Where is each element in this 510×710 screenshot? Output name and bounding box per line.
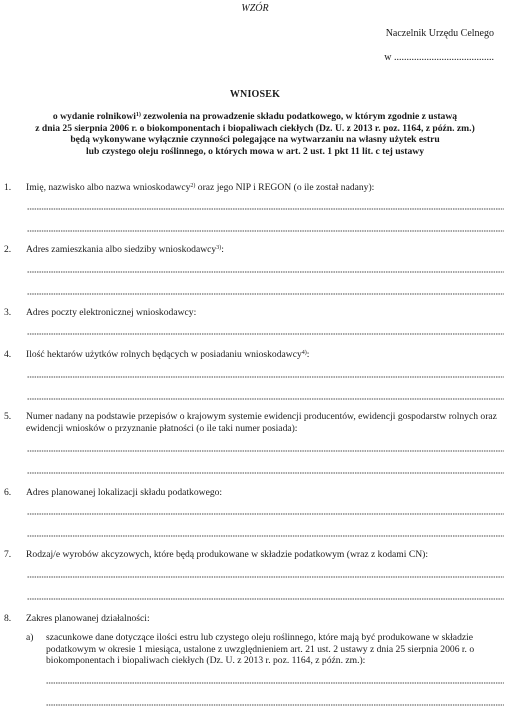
item-label-tail: oraz jego NIP i REGON (o ile został nadany): bbox=[195, 182, 375, 193]
address-prefix: w bbox=[384, 52, 392, 63]
form-item-6 bbox=[4, 487, 504, 499]
footnote-ref-2: 2) bbox=[190, 183, 196, 189]
answer-line-8a-2[interactable] bbox=[46, 703, 504, 707]
answer-line-1a[interactable] bbox=[27, 207, 504, 211]
form-item-7 bbox=[4, 549, 504, 561]
footnote-ref-1: 1) bbox=[135, 112, 141, 118]
item-label-tail: : bbox=[221, 244, 224, 255]
form-subitem-a bbox=[26, 632, 506, 667]
answer-line-2b[interactable] bbox=[27, 292, 504, 296]
item-label: Zakres planowanej działalności: bbox=[26, 613, 150, 624]
item-number: 3. bbox=[4, 307, 12, 318]
answer-line-6b[interactable] bbox=[27, 534, 504, 538]
item-number: 5. bbox=[4, 411, 12, 422]
answer-line-1b[interactable] bbox=[27, 229, 504, 233]
item-label: Rodzaj/e wyrobów akcyzowych, które będą produkowane w składzie podatkowym (wraz z kodami CN): bbox=[26, 549, 429, 560]
document-subtitle bbox=[12, 111, 498, 157]
item-label: Adres planowanej lokalizacji składu podatkowego: bbox=[26, 487, 223, 498]
subtitle-line3: będą wykonywane wyłącznie czynności polegające na wytwarzaniu na własny użytek estru bbox=[70, 134, 440, 146]
item-label: Numer nadany na podstawie przepisów o krajowym systemie ewidencji producentów, ewidencji gospodarstw rolnych oraz ewidencji wniosków o przyznanie płatności (o ile taki numer posiada): bbox=[26, 411, 497, 434]
recipient: Naczelnik Urzędu Celnego bbox=[385, 28, 494, 39]
form-item-5 bbox=[4, 411, 504, 434]
form-item-8 bbox=[4, 613, 504, 625]
answer-line-6a[interactable] bbox=[27, 512, 504, 516]
form-item-1 bbox=[4, 182, 504, 194]
form-item-2 bbox=[4, 244, 504, 256]
subtitle-line1-b: zezwolenia na prowadzenie składu podatkowego, w którym zgodnie z ustawą bbox=[140, 111, 458, 122]
item-label: Adres zamieszkania albo siedziby wnioskodawcy bbox=[26, 244, 217, 255]
document-title: WNIOSEK bbox=[229, 89, 281, 100]
answer-line-4b[interactable] bbox=[27, 397, 504, 401]
answer-line-7a[interactable] bbox=[27, 575, 504, 579]
template-label: WZÓR bbox=[241, 3, 269, 14]
form-item-3 bbox=[4, 307, 504, 319]
item-number: 2. bbox=[4, 244, 12, 255]
answer-line-5a[interactable] bbox=[27, 449, 504, 453]
item-label: Adres poczty elektronicznej wnioskodawcy: bbox=[26, 307, 197, 318]
address-dots: ........................................ bbox=[391, 52, 494, 63]
item-label: Imię, nazwisko albo nazwa wnioskodawcy bbox=[26, 182, 191, 193]
footnote-ref-3: 3) bbox=[216, 245, 222, 251]
answer-line-4a[interactable] bbox=[27, 375, 504, 379]
answer-line-7b[interactable] bbox=[27, 597, 504, 601]
subitem-label: szacunkowe dane dotyczące ilości estru lub czystego oleju roślinnego, które mają być produkowane w składzie podatkowym w okresie 1 miesiąca, ustalone z uwzględnieniem art. 21 ust. 2 ustawy z dnia 25 sierpnia 2006 r. o biokomponentach i biopaliwach ciekłych (Dz. U. z 2013 r. poz. 1164, z późn. zm.): bbox=[46, 632, 475, 667]
footnote-ref-4: 4) bbox=[301, 350, 307, 356]
answer-line-5b[interactable] bbox=[27, 471, 504, 475]
subtitle-line4: lub czystego oleju roślinnego, o których mowa w art. 2 ust. 1 pkt 11 lit. c tej ustawy bbox=[86, 145, 424, 157]
item-number: 6. bbox=[4, 487, 12, 498]
answer-line-8a-1[interactable] bbox=[46, 681, 504, 685]
form-item-4 bbox=[4, 349, 504, 361]
item-number: 8. bbox=[4, 613, 12, 624]
item-number: 7. bbox=[4, 549, 12, 560]
recipient-address bbox=[384, 52, 494, 63]
subtitle-line1-a: o wydanie rolnikowi bbox=[52, 111, 136, 122]
item-number: 4. bbox=[4, 349, 12, 360]
answer-line-2a[interactable] bbox=[27, 270, 504, 274]
item-label: Ilość hektarów użytków rolnych będących w posiadaniu wnioskodawcy bbox=[26, 349, 302, 360]
subtitle-line2: z dnia 25 sierpnia 2006 r. o biokomponentach i biopaliwach ciekłych (Dz. U. z 2013 r. poz. 1164, z późn. zm.) bbox=[35, 122, 475, 134]
answer-line-3[interactable] bbox=[27, 332, 504, 336]
item-number: 1. bbox=[4, 182, 12, 193]
subitem-letter: a) bbox=[26, 632, 34, 643]
item-label-tail: : bbox=[306, 349, 310, 360]
